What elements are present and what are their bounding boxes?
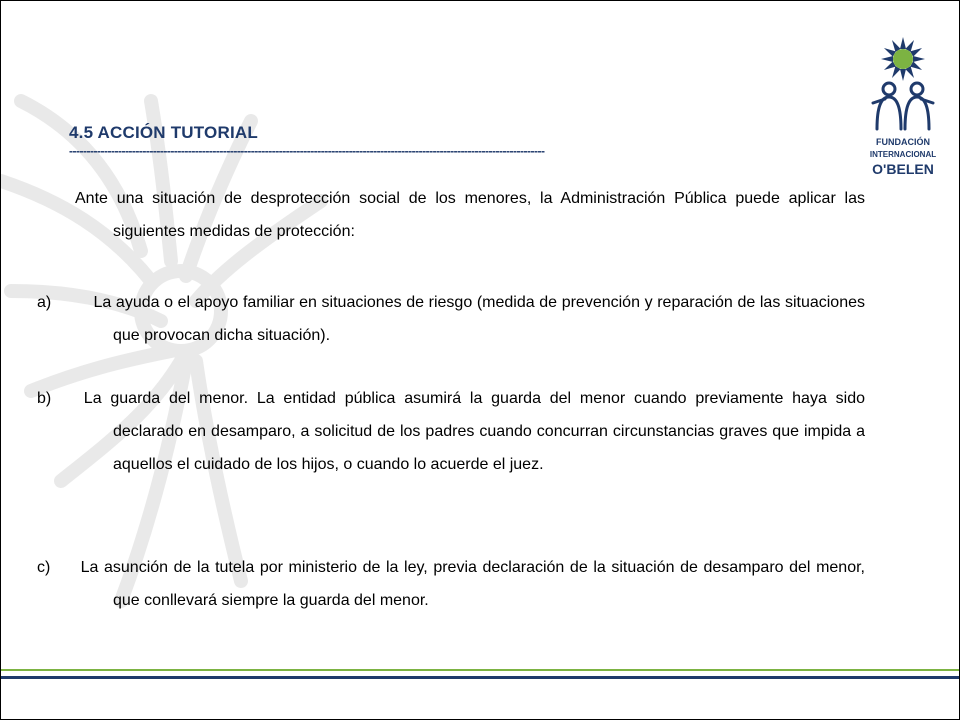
intro-text: Ante una situación de desprotección social de los menores, la Administración Pública puede aplicar las siguientes medidas de protección: xyxy=(75,190,865,240)
list-item-b: b) La guarda del menor. La entidad pública asumirá la guarda del menor cuando previamente haya sido declarado en desamparo, a solicitud de los padres cuando concurran circunstancias graves que impida a aquellos el cuidado de los hijos, o cuando lo acuerde el juez. xyxy=(37,390,865,473)
list-text-a: La ayuda o el apoyo familiar en situaciones de riesgo (medida de prevención y reparación de las situaciones que provocan dicha situación). xyxy=(93,294,865,344)
logo-line-3: O'BELEN xyxy=(872,161,934,177)
logo-line-2: INTERNACIONAL xyxy=(869,150,937,159)
logo-line-1: FUNDACIÓN xyxy=(876,137,930,147)
page-title: 4.5 ACCIÓN TUTORIAL xyxy=(69,123,258,142)
footer-rule-green xyxy=(1,669,959,671)
list-item-c: c) La asunción de la tutela por ministerio de la ley, previa declaración de la situación de desamparo del menor, que conllevará siempre la guarda del menor. xyxy=(37,559,865,609)
footer-rule-blue xyxy=(1,676,959,679)
fundacion-logo xyxy=(863,33,943,183)
list-item-a: a) La ayuda o el apoyo familiar en situaciones de riesgo (medida de prevención y reparación de las situaciones que provocan dicha situación). xyxy=(37,294,865,344)
list-text-b: La guarda del menor. La entidad pública asumirá la guarda del menor cuando previamente haya sido declarado en desamparo, a solicitud de los padres cuando concurran circunstancias graves que impida a aquellos el cuidado de los hijos, o cuando lo acuerde el juez. xyxy=(83,390,865,473)
intro-paragraph xyxy=(75,182,865,248)
title-rule: ---------------------------------------------------------------------------------------------------------------------------------------- xyxy=(69,147,545,155)
fundacion-logo-icon xyxy=(863,33,943,183)
list-text-c: La asunción de la tutela por ministerio de la ley, previa declaración de la situación de desamparo del menor, que conllevará siempre la guarda del menor. xyxy=(80,559,865,609)
